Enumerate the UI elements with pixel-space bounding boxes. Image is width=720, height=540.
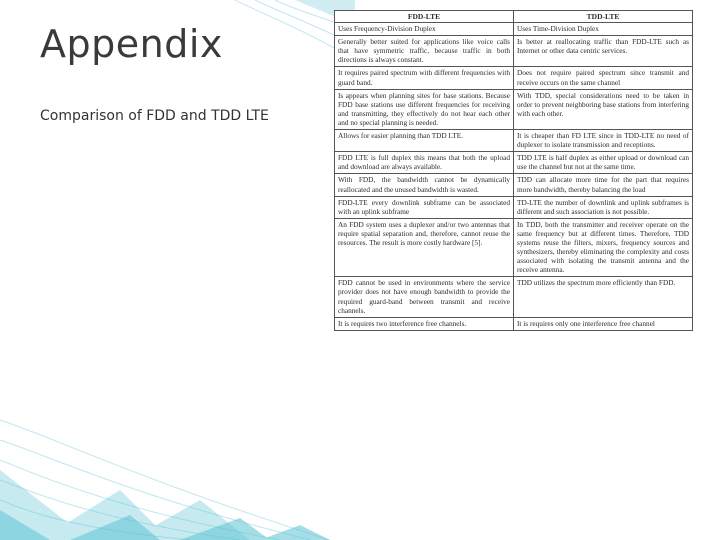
tdd-cell: TDD utilizes the spectrum more efficiently than FDD.	[514, 277, 693, 317]
fdd-cell: Generally better suited for applications like voice calls that have symmetric traffic, because traffic in both directions is always constant.	[335, 36, 514, 67]
fdd-cell: With FDD, the bandwidth cannot be dynamically reallocated and the unused bandwidth is wasted.	[335, 174, 514, 196]
tdd-cell: Is better at reallocating traffic than FDD-LTE such as Internet or other data centric services.	[514, 36, 693, 67]
table-row	[335, 67, 693, 89]
fdd-cell: FDD-LTE every downlink subframe can be associated with an uplink subframe	[335, 196, 514, 218]
table-row	[335, 218, 693, 277]
table-row	[335, 130, 693, 152]
fdd-cell: FDD cannot be used in environments where the service provider does not have enough bandwidth to provide the required guard-band between transmit and receive channels.	[335, 277, 514, 317]
table-row	[335, 196, 693, 218]
fdd-cell: FDD LTE is full duplex this means that both the upload and download are always available.	[335, 152, 514, 174]
tdd-cell: In TDD, both the transmitter and receiver operate on the same frequency but at different times. Therefore, TDD systems reuse the filters, mixers, frequency sources and synthesizers, thereby eliminating the complexity and costs associated with isolating the transmit antenna and the receive antenna.	[514, 218, 693, 277]
tdd-cell: With TDD, special considerations need to be taken in order to prevent neighboring base stations from interfering with each other.	[514, 89, 693, 129]
table-row	[335, 174, 693, 196]
fdd-cell: It is requires two interference free channels.	[335, 317, 514, 330]
table-row	[335, 89, 693, 129]
tdd-cell: TDD LTE is half duplex as either upload or download can use the channel but not at the same time.	[514, 152, 693, 174]
table-row	[335, 36, 693, 67]
fdd-cell: Allows for easier planning than TDD LTE.	[335, 130, 514, 152]
table-row	[335, 23, 693, 36]
fdd-cell: Uses Frequency-Division Duplex	[335, 23, 514, 36]
table-row	[335, 152, 693, 174]
tdd-cell: It is requires only one interference free channel	[514, 317, 693, 330]
table-header-row	[335, 11, 693, 23]
comparison-table	[334, 10, 693, 331]
slide-title: Appendix	[40, 22, 223, 66]
table-row	[335, 317, 693, 330]
header-fdd: FDD-LTE	[335, 11, 514, 23]
tdd-cell: It is cheaper than FD LTE since in TDD-LTE no need of duplexer to isolate transmission and receptions.	[514, 130, 693, 152]
tdd-cell: TD-LTE the number of downlink and uplink subframes is different and such association is not possible.	[514, 196, 693, 218]
decorative-wave-graphic	[0, 400, 330, 540]
comparison-table-image	[334, 10, 694, 538]
header-tdd: TDD-LTE	[514, 11, 693, 23]
tdd-cell: TDD can allocate more time for the part that requires more bandwidth, thereby balancing the load	[514, 174, 693, 196]
fdd-cell: An FDD system uses a duplexer and/or two antennas that require spatial separation and, therefore, cannot reuse the resources. The result is more costly hardware [5].	[335, 218, 514, 277]
tdd-cell: Does not require paired spectrum since transmit and receive occurs on the same channel	[514, 67, 693, 89]
fdd-cell: It requires paired spectrum with different frequencies with guard band.	[335, 67, 514, 89]
slide-subtitle: Comparison of FDD and TDD LTE	[40, 108, 269, 124]
tdd-cell: Uses Time-Division Duplex	[514, 23, 693, 36]
fdd-cell: Is appears when planning sites for base stations. Because FDD base stations use different frequencies for receiving and transmitting, they effectively do not hear each other and no special planning is needed.	[335, 89, 514, 129]
table-row	[335, 277, 693, 317]
